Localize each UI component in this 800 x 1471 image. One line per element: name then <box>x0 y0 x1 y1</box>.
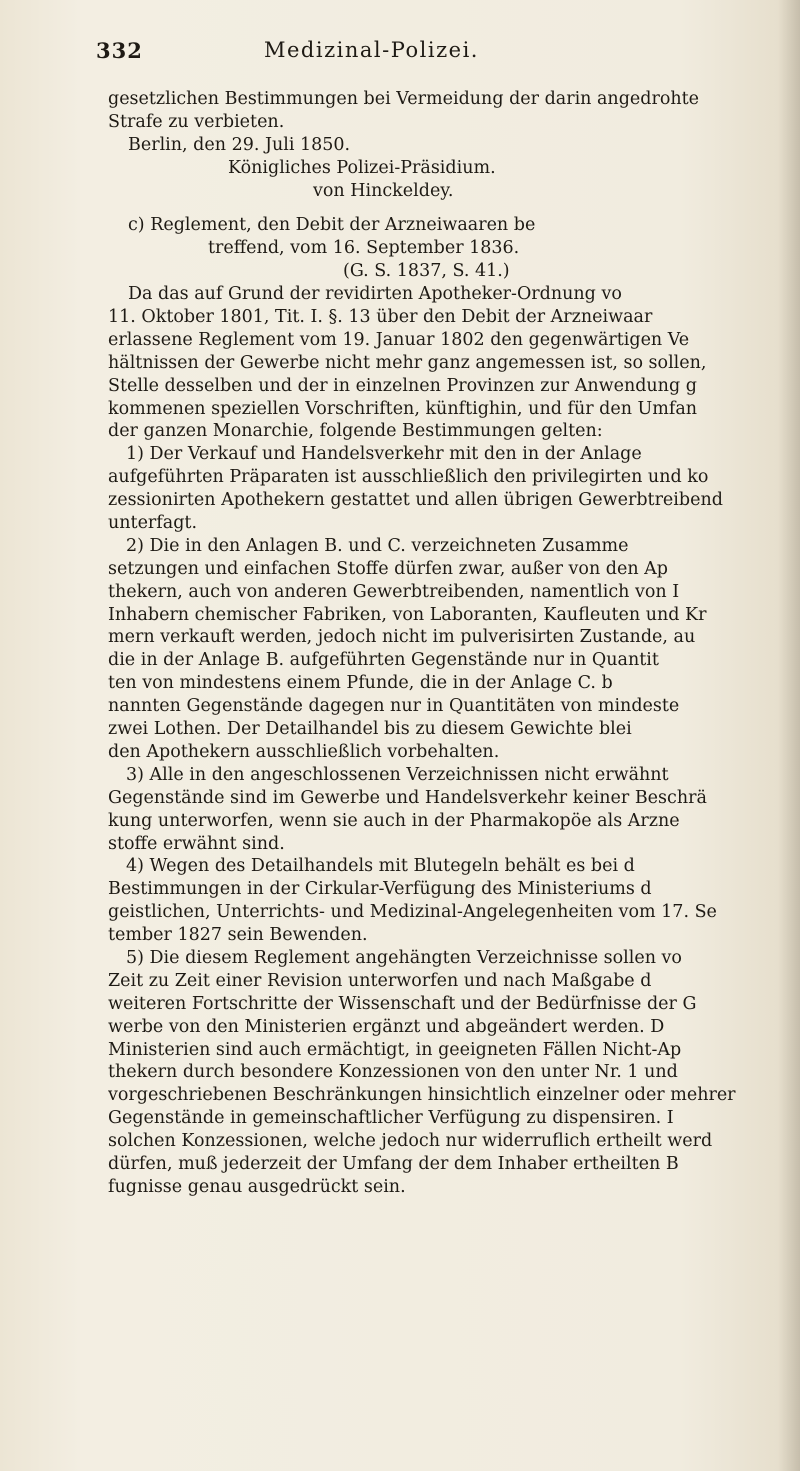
text-line: Strafe zu verbieten. <box>108 111 285 132</box>
text-line: zessionirten Apothekern gestattet und allen übrigen Gewerbtreibend <box>108 490 723 511</box>
text-line: Ministerien sind auch ermächtigt, in geeigneten Fällen Nicht-Ap <box>108 1039 682 1060</box>
text-line: ten von mindestens einem Pfunde, die in der Anlage C. b <box>108 673 613 694</box>
text-line: c) Reglement, den Debit der Arzneiwaaren be <box>128 215 536 236</box>
text-line: aufgeführten Präparaten ist ausschließlich den privilegirten und ko <box>108 467 709 488</box>
text-line: fugnisse genau ausgedrückt sein. <box>108 1176 406 1197</box>
text-line: 1) Der Verkauf und Handelsverkehr mit den in der Anlage <box>126 444 642 465</box>
text-line: Zeit zu Zeit einer Revision unterworfen und nach Maßgabe d <box>108 970 652 991</box>
text-line: 5) Die diesem Reglement angehängten Verzeichnisse sollen vo <box>126 947 682 968</box>
text-line: hältnissen der Gewerbe nicht mehr ganz angemessen ist, so sollen, <box>108 352 707 373</box>
text-line: Bestimmungen in der Cirkular-Verfügung des Ministeriums d <box>108 879 652 900</box>
text-line: erlassene Reglement vom 19. Januar 1802 den gegenwärtigen Ve <box>108 329 690 350</box>
text-line: Stelle desselben und der in einzelnen Provinzen zur Anwendung g <box>108 375 697 396</box>
text-line: stoffe erwähnt sind. <box>108 833 285 854</box>
body-text <box>108 88 798 1199</box>
text-line: der ganzen Monarchie, folgende Bestimmungen gelten: <box>108 421 603 442</box>
text-line: kommenen speziellen Vorschriften, künftighin, und für den Umfan <box>108 398 698 419</box>
text-line: 4) Wegen des Detailhandels mit Blutegeln behält es bei d <box>126 856 635 877</box>
text-line: Da das auf Grund der revidirten Apotheker-Ordnung vo <box>128 284 622 305</box>
text-line: weiteren Fortschritte der Wissenschaft und der Bedürfnisse der G <box>108 993 697 1014</box>
text-line: geistlichen, Unterrichts- und Medizinal-Angelegenheiten vom 17. Se <box>108 902 717 923</box>
text-line: werbe von den Ministerien ergänzt und abgeändert werden. D <box>108 1016 665 1037</box>
page-number: 332 <box>96 38 143 63</box>
text-line: Gegenstände in gemeinschaftlicher Verfügung zu dispensiren. I <box>108 1108 674 1129</box>
text-line: von Hinckeldey. <box>313 180 454 201</box>
text-line: nannten Gegenstände dagegen nur in Quantitäten von mindeste <box>108 696 680 717</box>
text-line: gesetzlichen Bestimmungen bei Vermeidung der darin angedrohte <box>108 89 700 109</box>
text-line: kung unterworfen, wenn sie auch in der Pharmakopöe als Arzne <box>108 810 680 831</box>
text-line: 3) Alle in den angeschlossenen Verzeichnissen nicht erwähnt <box>126 764 669 785</box>
text-line: den Apothekern ausschließlich vorbehalten. <box>108 741 500 762</box>
text-line: dürfen, muß jederzeit der Umfang der dem Inhaber ertheilten B <box>108 1153 679 1174</box>
page-header <box>96 38 786 68</box>
text-line: setzungen und einfachen Stoffe dürfen zwar, außer von den Ap <box>108 558 669 579</box>
text-line: unterfagt. <box>108 513 198 534</box>
page-edge-shadow <box>778 0 800 1471</box>
text-line: Königliches Polizei-Präsidium. <box>228 157 496 178</box>
text-line: 11. Oktober 1801, Tit. I. §. 13 über den Debit der Arzneiwaar <box>108 307 653 328</box>
paragraph-gap <box>108 202 798 214</box>
text-line: 2) Die in den Anlagen B. und C. verzeichneten Zusamme <box>126 535 629 556</box>
text-line: die in der Anlage B. aufgeführten Gegenstände nur in Quantit <box>108 650 659 671</box>
text-line: thekern durch besondere Konzessionen von den unter Nr. 1 und <box>108 1062 678 1083</box>
running-head: Medizinal-Polizei. <box>264 38 479 62</box>
text-line: zwei Lothen. Der Detailhandel bis zu diesem Gewichte blei <box>108 719 632 740</box>
text-line: Gegenstände sind im Gewerbe und Handelsverkehr keiner Beschrä <box>108 787 707 808</box>
text-line: tember 1827 sein Bewenden. <box>108 925 368 946</box>
text-line: thekern, auch von anderen Gewerbtreibenden, namentlich von I <box>108 581 680 602</box>
text-line: treffend, vom 16. September 1836. <box>208 238 520 259</box>
text-line: solchen Konzessionen, welche jedoch nur widerruflich ertheilt werd <box>108 1131 713 1152</box>
text-line: Berlin, den 29. Juli 1850. <box>128 134 351 155</box>
text-line: vorgeschriebenen Beschränkungen hinsichtlich einzelner oder mehrer <box>108 1085 736 1106</box>
text-line: (G. S. 1837, S. 41.) <box>343 261 510 282</box>
text-line: Inhabern chemischer Fabriken, von Laboranten, Kaufleuten und Kr <box>108 604 707 625</box>
text-line: mern verkauft werden, jedoch nicht im pulverisirten Zustande, au <box>108 627 696 648</box>
